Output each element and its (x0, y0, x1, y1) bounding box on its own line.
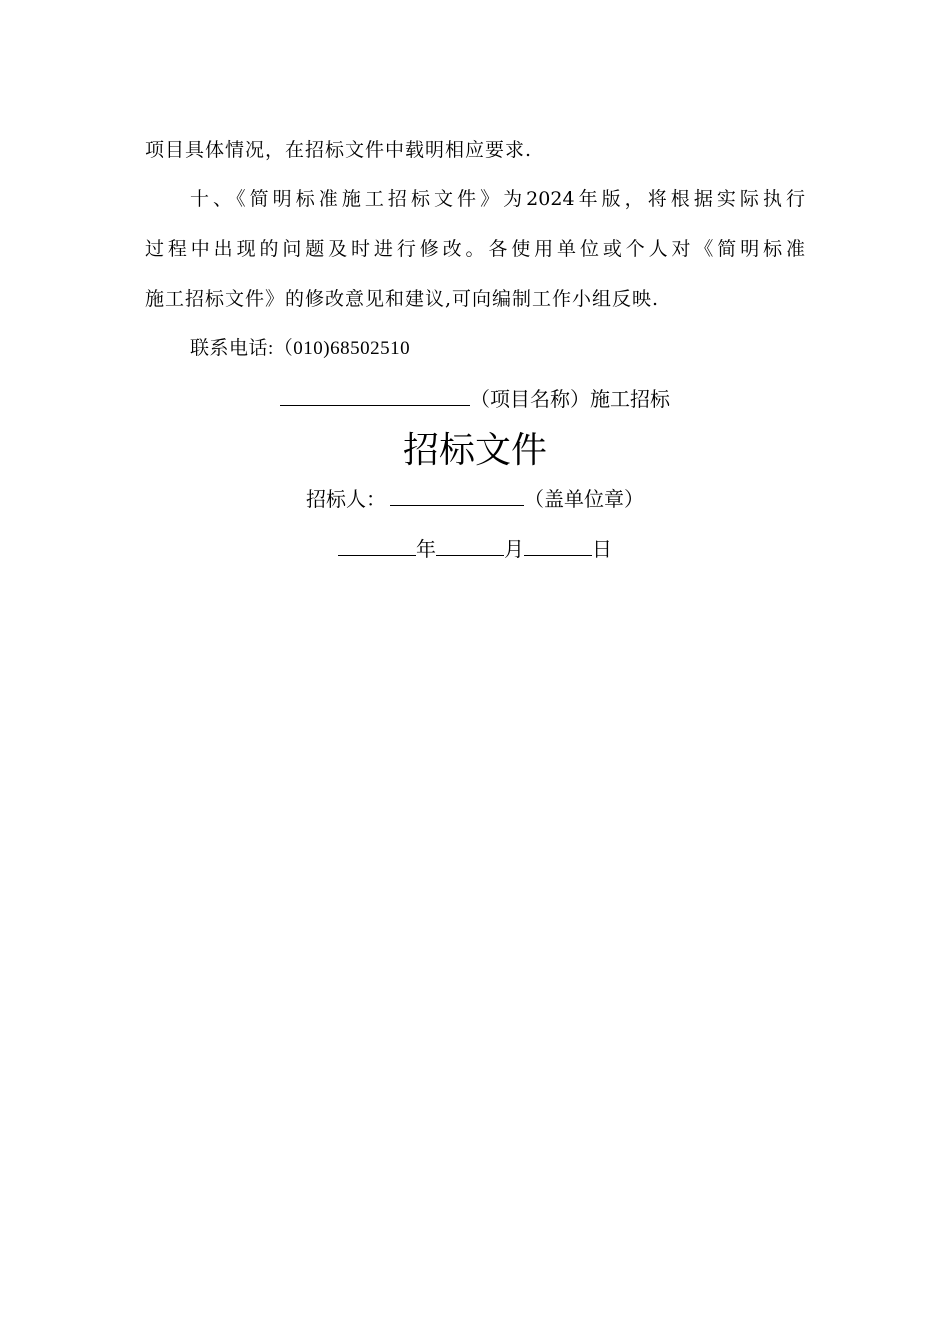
tenderer-blank (390, 486, 524, 506)
year-blank (338, 536, 416, 556)
date-line (0, 536, 950, 562)
tenderer-label: 招标人： (306, 487, 386, 511)
paragraph-line-1: 项目具体情况，在招标文件中载明相应要求. (145, 139, 533, 161)
project-name-blank (280, 386, 470, 406)
contact-phone-line: 联系电话:（010)68502510 (190, 338, 411, 359)
paragraph-line-2: 十、《简明标准施工招标文件》为2024年版，将根据实际执行 (190, 188, 805, 210)
month-label: 月 (504, 537, 524, 561)
paragraph-line-3: 过程中出现的问题及时进行修改。各使用单位或个人对《简明标准 (145, 238, 805, 260)
day-blank (524, 536, 592, 556)
project-name-line (0, 386, 950, 412)
year-label: 年 (416, 537, 436, 561)
month-blank (436, 536, 504, 556)
paragraph-line-4: 施工招标文件》的修改意见和建议,可向编制工作小组反映. (145, 288, 660, 310)
tenderer-line (0, 486, 950, 512)
document-title: 招标文件 (402, 430, 547, 471)
day-label: 日 (592, 537, 612, 561)
project-name-suffix: （项目名称）施工招标 (470, 387, 670, 411)
seal-note: （盖单位章） (524, 487, 644, 511)
